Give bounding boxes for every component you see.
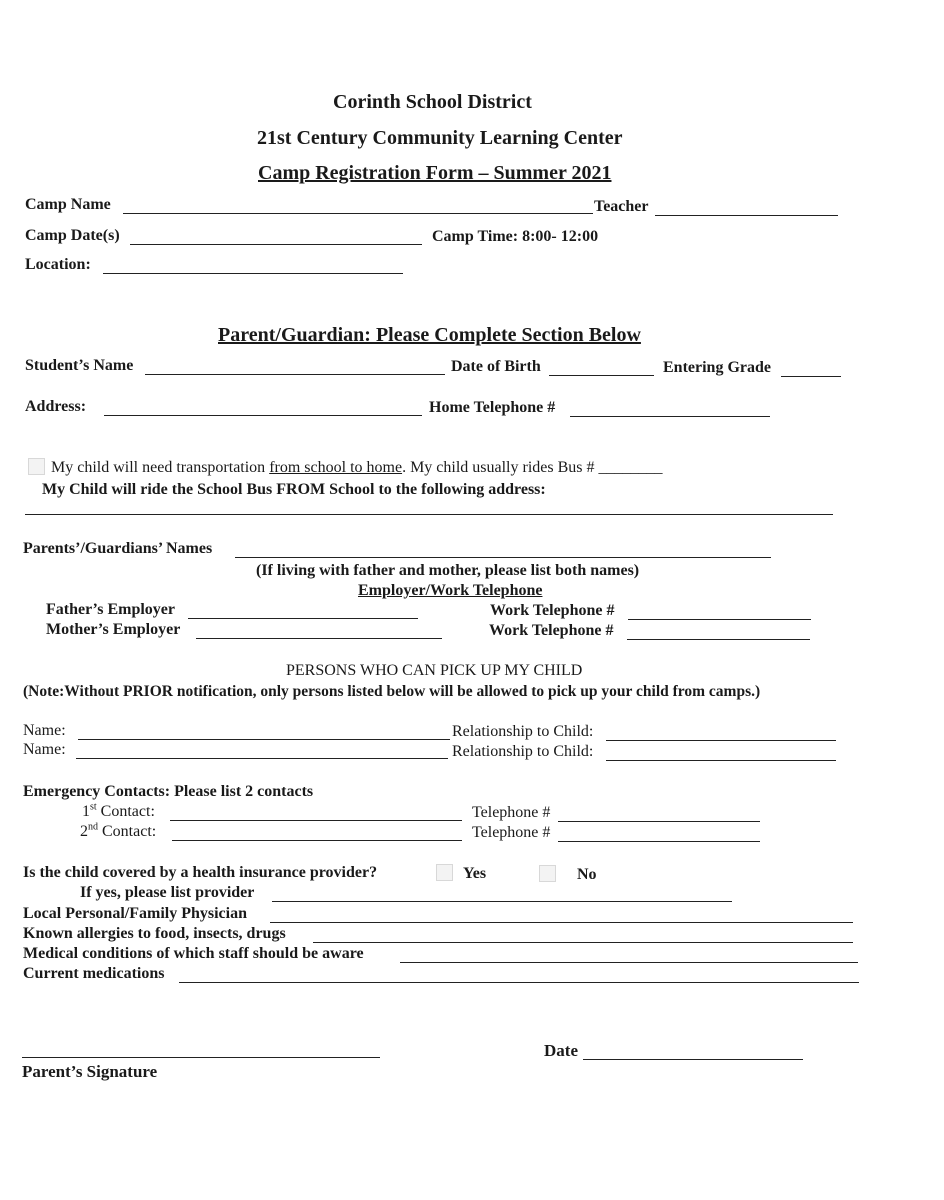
student-name-label: Student’s Name: [25, 357, 134, 374]
signature-label: Parent’s Signature: [22, 1062, 158, 1081]
first-contact-label: 1st Contact:: [82, 801, 155, 820]
provider-label: If yes, please list provider: [80, 884, 255, 901]
transportation-checkbox[interactable]: [28, 458, 45, 475]
pickup-name-field-1[interactable]: [78, 739, 450, 740]
father-employer-field[interactable]: [188, 618, 418, 619]
date-field[interactable]: [583, 1059, 803, 1060]
date-label: Date: [544, 1041, 578, 1060]
employer-heading: Employer/Work Telephone: [358, 582, 543, 599]
pickup-relationship-label-1: Relationship to Child:: [452, 723, 594, 740]
camp-dates-field[interactable]: [130, 244, 422, 245]
father-work-phone-label: Work Telephone #: [490, 602, 615, 619]
pickup-relationship-label-2: Relationship to Child:: [452, 743, 594, 760]
transportation-text: My child will need transportation from school to home. My child usually rides Bus # ________: [51, 459, 663, 476]
camp-name-field[interactable]: [123, 213, 593, 214]
mother-work-phone-label: Work Telephone #: [489, 622, 614, 639]
allergies-label: Known allergies to food, insects, drugs: [23, 925, 286, 942]
form-title: Camp Registration Form – Summer 2021: [258, 162, 612, 184]
mother-employer-label: Mother’s Employer: [46, 621, 181, 638]
insurance-no-checkbox[interactable]: [539, 865, 556, 882]
grade-field[interactable]: [781, 376, 841, 377]
camp-time-label: Camp Time: 8:00- 12:00: [432, 228, 599, 245]
bus-address-field[interactable]: [25, 514, 833, 515]
address-label: Address:: [25, 398, 87, 415]
physician-label: Local Personal/Family Physician: [23, 905, 247, 922]
teacher-label: Teacher: [594, 198, 649, 215]
pickup-name-label-2: Name:: [23, 741, 66, 758]
bus-address-label: My Child will ride the School Bus FROM School to the following address:: [42, 481, 546, 498]
dob-label: Date of Birth: [451, 358, 541, 375]
pickup-name-field-2[interactable]: [76, 758, 448, 759]
pickup-heading: PERSONS WHO CAN PICK UP MY CHILD: [286, 662, 583, 679]
pickup-note: (Note:Without PRIOR notification, only persons listed below will be allowed to pick up your child from camps.): [23, 683, 761, 700]
father-employer-label: Father’s Employer: [46, 601, 175, 618]
provider-field[interactable]: [272, 901, 732, 902]
second-contact-field[interactable]: [172, 840, 462, 841]
insurance-yes-label: Yes: [463, 865, 487, 882]
guardian-note: (If living with father and mother, please list both names): [256, 562, 640, 579]
father-work-phone-field[interactable]: [628, 619, 811, 620]
physician-field[interactable]: [270, 922, 853, 923]
parent-section-heading: Parent/Guardian: Please Complete Section Below: [218, 324, 641, 346]
teacher-field[interactable]: [655, 215, 838, 216]
emergency-heading: Emergency Contacts: Please list 2 contacts: [23, 783, 314, 800]
first-contact-phone-label: Telephone #: [472, 804, 551, 821]
signature-field[interactable]: [22, 1057, 380, 1058]
pickup-relationship-field-2[interactable]: [606, 760, 836, 761]
pickup-relationship-field-1[interactable]: [606, 740, 836, 741]
mother-work-phone-field[interactable]: [627, 639, 810, 640]
location-label: Location:: [25, 256, 91, 273]
center-title: 21st Century Community Learning Center: [257, 127, 623, 149]
grade-label: Entering Grade: [663, 359, 771, 376]
mother-employer-field[interactable]: [196, 638, 442, 639]
second-contact-phone-field[interactable]: [558, 841, 760, 842]
medications-field[interactable]: [179, 982, 859, 983]
insurance-no-label: No: [577, 866, 597, 883]
allergies-field[interactable]: [313, 942, 853, 943]
camp-dates-label: Camp Date(s): [25, 227, 120, 244]
address-field[interactable]: [104, 415, 422, 416]
camp-name-label: Camp Name: [25, 196, 111, 213]
home-phone-label: Home Telephone #: [429, 399, 556, 416]
home-phone-field[interactable]: [570, 416, 770, 417]
medications-label: Current medications: [23, 965, 165, 982]
dob-field[interactable]: [549, 375, 654, 376]
conditions-field[interactable]: [400, 962, 858, 963]
insurance-yes-checkbox[interactable]: [436, 864, 453, 881]
pickup-name-label-1: Name:: [23, 722, 66, 739]
first-contact-field[interactable]: [170, 820, 462, 821]
guardian-names-field[interactable]: [235, 557, 771, 558]
first-contact-phone-field[interactable]: [558, 821, 760, 822]
conditions-label: Medical conditions of which staff should be aware: [23, 945, 364, 962]
student-name-field[interactable]: [145, 374, 445, 375]
insurance-question: Is the child covered by a health insurance provider?: [23, 864, 378, 881]
district-title: Corinth School District: [333, 91, 532, 113]
second-contact-phone-label: Telephone #: [472, 824, 551, 841]
second-contact-label: 2nd Contact:: [80, 821, 157, 840]
guardian-names-label: Parents’/Guardians’ Names: [23, 540, 213, 557]
location-field[interactable]: [103, 273, 403, 274]
